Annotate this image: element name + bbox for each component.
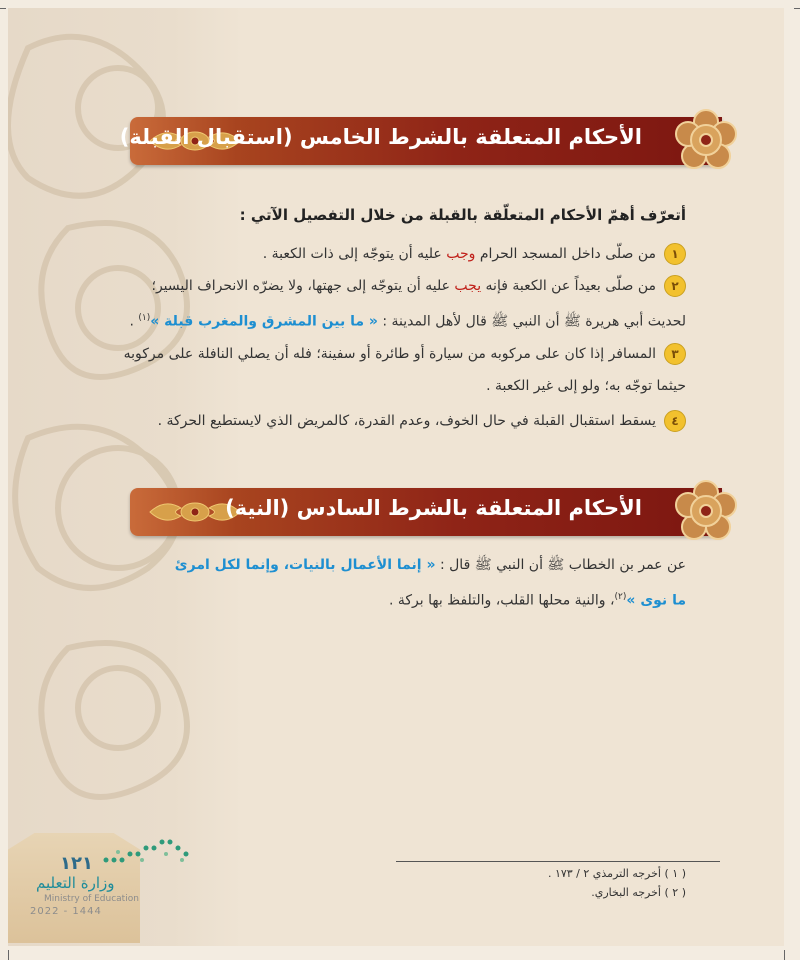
list-item (86, 270, 686, 302)
section-header-intention (130, 488, 722, 536)
item-text: يسقط استقبال القبلة في حال الخوف، وعدم القدرة، كالمريض الذي لايستطيع الحركة . (157, 413, 656, 429)
hadith-quote: « ما بين المشرق والمغرب قبلة » (150, 313, 378, 330)
ministry-name-ar: وزارة التعليم (36, 874, 115, 892)
item-number: ٢ (664, 275, 686, 297)
crop-mark (784, 950, 785, 960)
textbook-page (8, 8, 784, 946)
ministry-logo-icon (98, 834, 198, 868)
section-header-qibla (119, 117, 722, 165)
item-text: من صلّى داخل المسجد الحرام (475, 246, 656, 262)
item-number: ١ (664, 243, 686, 265)
item-text: من صلّى بعيداً عن الكعبة فإنه (481, 278, 656, 294)
list-item (86, 338, 686, 370)
paragraph-text: عن عمر بن الخطاب ﷺ أن النبي ﷺ قال : (435, 557, 686, 573)
footnote-ref[interactable]: (١) (138, 313, 151, 323)
item-number: ٤ (664, 410, 686, 432)
footnote-divider (396, 861, 720, 862)
item-number: ٣ (664, 343, 686, 365)
intro-text: أتعرّف أهمّ الأحكام المتعلّقة بالقبلة من خلال التفصيل الآتي : (239, 206, 686, 224)
page-number: ١٢١ (60, 853, 93, 874)
crop-mark (8, 950, 9, 960)
footnote-2: ( ٢ ) أخرجه البخاري. (591, 886, 686, 899)
hadith-quote: « إنما الأعمال بالنيات، وإنما لكل امرئ (174, 557, 436, 573)
item-text: المسافر إذا كان على مركوبه من سيارة أو طائرة أو سفينة؛ فله أن يصلي النافلة على مركوبه (123, 346, 656, 362)
intention-paragraph-line1 (86, 549, 686, 581)
section-title: الأحكام المتعلقة بالشرط الخامس (استقبال القبلة) (119, 125, 642, 149)
crop-mark (0, 8, 6, 9)
list-item (86, 238, 686, 270)
rosette-icon (674, 108, 738, 172)
ruling-word: وجب (446, 246, 476, 262)
ruling-word: يجب (454, 278, 482, 294)
item-text: عليه أن يتوجّه إلى ذات الكعبة . (262, 246, 447, 262)
intention-paragraph-line2 (86, 581, 686, 617)
item-text: حيثما توجّه به؛ ولو إلى غير الكعبة . (486, 378, 686, 394)
crop-mark (794, 8, 800, 9)
footnote-ref[interactable]: (٢) (614, 592, 627, 602)
rosette-icon (674, 479, 738, 543)
list-item-continuation (86, 302, 686, 338)
footnote-1: ( ١ ) أخرجه الترمذي ٢ / ١٧٣ . (547, 867, 686, 880)
paragraph-text: ، والنية محلها القلب، والتلفظ بها بركة . (388, 592, 615, 609)
list-item (86, 405, 686, 437)
item-text: . (129, 313, 139, 330)
section-title: الأحكام المتعلقة بالشرط السادس (النية) (225, 496, 642, 520)
item-text: لحديث أبي هريرة ﷺ أن النبي ﷺ قال لأهل المدينة : (377, 313, 686, 330)
edition-year: 2022 - 1444 (30, 906, 102, 917)
ministry-name-en: Ministry of Education (44, 894, 139, 904)
hadith-quote: ما نوى » (626, 592, 686, 609)
list-item-continuation (86, 370, 686, 402)
item-text: عليه أن يتوجّه إلى جهتها، ولا يضرّه الانحراف اليسير؛ (151, 278, 455, 294)
